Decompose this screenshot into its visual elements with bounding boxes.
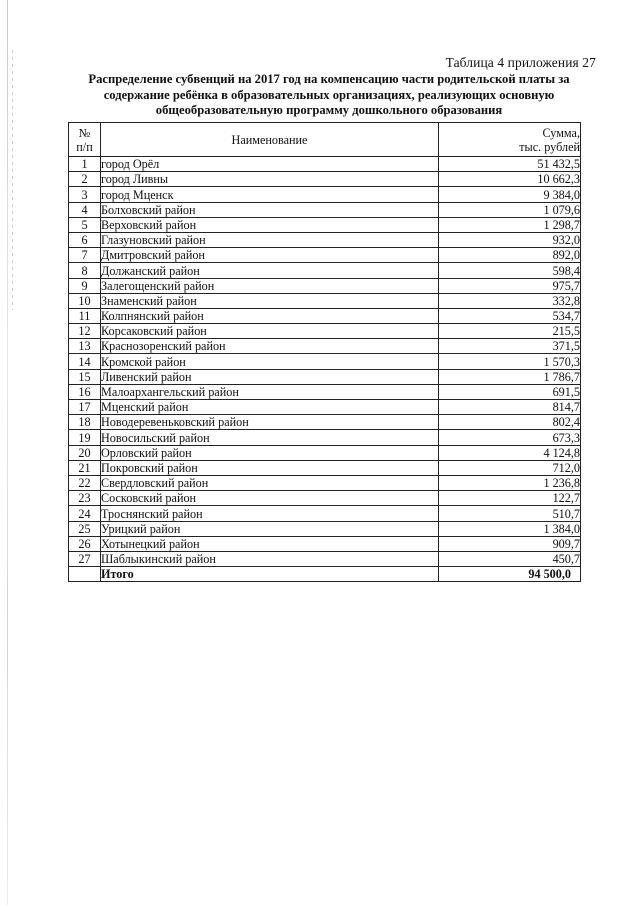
row-sum: 909,7 xyxy=(439,536,581,551)
row-number: 5 xyxy=(69,217,101,232)
table-row xyxy=(69,263,581,278)
table-row xyxy=(69,354,581,369)
row-sum: 4 124,8 xyxy=(439,445,581,460)
row-name: Мценский район xyxy=(101,400,439,415)
row-sum: 932,0 xyxy=(439,232,581,247)
row-sum: 51 432,5 xyxy=(439,157,581,172)
row-name: Свердловский район xyxy=(101,475,439,490)
row-sum: 1 079,6 xyxy=(439,202,581,217)
table-row xyxy=(69,536,581,551)
row-number: 16 xyxy=(69,384,101,399)
header-number-line-2: п/п xyxy=(76,139,93,154)
row-number: 20 xyxy=(69,445,101,460)
total-label: Итого xyxy=(101,567,439,582)
row-sum: 802,4 xyxy=(439,415,581,430)
row-number: 23 xyxy=(69,491,101,506)
row-number: 2 xyxy=(69,172,101,187)
document-title xyxy=(62,72,596,119)
row-sum: 450,7 xyxy=(439,551,581,566)
row-name: Глазуновский район xyxy=(101,232,439,247)
row-name: Малоархангельский район xyxy=(101,384,439,399)
row-name: Краснозоренский район xyxy=(101,339,439,354)
table-row xyxy=(69,232,581,247)
row-sum: 1 384,0 xyxy=(439,521,581,536)
row-sum: 510,7 xyxy=(439,506,581,521)
subsidy-table xyxy=(68,122,581,582)
row-name: Сосковский район xyxy=(101,491,439,506)
row-number: 15 xyxy=(69,369,101,384)
row-sum: 975,7 xyxy=(439,278,581,293)
row-sum: 1 570,3 xyxy=(439,354,581,369)
row-number: 17 xyxy=(69,400,101,415)
row-number: 3 xyxy=(69,187,101,202)
row-name: Корсаковский район xyxy=(101,324,439,339)
row-sum: 215,5 xyxy=(439,324,581,339)
row-number: 26 xyxy=(69,536,101,551)
row-number: 4 xyxy=(69,202,101,217)
header-name: Наименование xyxy=(101,123,439,157)
table-reference: Таблица 4 приложения 27 xyxy=(445,55,596,70)
table-row xyxy=(69,460,581,475)
row-number: 7 xyxy=(69,248,101,263)
row-sum: 892,0 xyxy=(439,248,581,263)
title-line-1: Распределение субвенций на 2017 год на компенсацию части родительской платы за xyxy=(88,72,570,86)
total-sum: 94 500,0 xyxy=(439,567,581,582)
row-sum: 371,5 xyxy=(439,339,581,354)
row-name: город Ливны xyxy=(101,172,439,187)
row-number: 8 xyxy=(69,263,101,278)
row-sum: 712,0 xyxy=(439,460,581,475)
row-number: 12 xyxy=(69,324,101,339)
row-number: 10 xyxy=(69,293,101,308)
row-name: Залегощенский район xyxy=(101,278,439,293)
table-row xyxy=(69,324,581,339)
scan-edge-line xyxy=(7,0,8,905)
row-sum: 598,4 xyxy=(439,263,581,278)
table-row xyxy=(69,400,581,415)
row-sum: 1 298,7 xyxy=(439,217,581,232)
row-name: Хотынецкий район xyxy=(101,536,439,551)
row-name: Орловский район xyxy=(101,445,439,460)
row-number: 27 xyxy=(69,551,101,566)
total-row xyxy=(69,567,581,582)
table-row xyxy=(69,202,581,217)
row-name: Новосильский район xyxy=(101,430,439,445)
row-number: 11 xyxy=(69,308,101,323)
table-row xyxy=(69,369,581,384)
row-name: Покровский район xyxy=(101,460,439,475)
row-sum: 691,5 xyxy=(439,384,581,399)
row-name: город Орёл xyxy=(101,157,439,172)
header-number-line-1: № xyxy=(78,125,91,140)
row-sum: 122,7 xyxy=(439,491,581,506)
table-row xyxy=(69,475,581,490)
title-line-3: общеобразовательную программу дошкольного образования xyxy=(155,103,503,118)
row-number: 24 xyxy=(69,506,101,521)
table-row xyxy=(69,521,581,536)
table-row xyxy=(69,217,581,232)
table-row xyxy=(69,415,581,430)
row-name: Шаблыкинский район xyxy=(101,551,439,566)
row-number: 1 xyxy=(69,157,101,172)
row-number: 25 xyxy=(69,521,101,536)
row-number: 6 xyxy=(69,232,101,247)
row-number: 13 xyxy=(69,339,101,354)
row-sum: 332,8 xyxy=(439,293,581,308)
header-row xyxy=(69,123,581,157)
table-row xyxy=(69,445,581,460)
row-number: 22 xyxy=(69,475,101,490)
row-name: Троснянский район xyxy=(101,506,439,521)
table-row xyxy=(69,187,581,202)
header-sum-line-1: Сумма, xyxy=(542,125,580,140)
row-name: Ливенский район xyxy=(101,369,439,384)
row-sum: 534,7 xyxy=(439,308,581,323)
table-row xyxy=(69,157,581,172)
table-row xyxy=(69,491,581,506)
row-sum: 814,7 xyxy=(439,400,581,415)
total-number xyxy=(69,567,101,582)
row-name: Болховский район xyxy=(101,202,439,217)
table-row xyxy=(69,248,581,263)
table-row xyxy=(69,278,581,293)
table-body xyxy=(69,157,581,582)
table-row xyxy=(69,384,581,399)
title-line-2: содержание ребёнка в образовательных организациях, реализующих основную xyxy=(103,87,555,102)
table-row xyxy=(69,172,581,187)
row-number: 21 xyxy=(69,460,101,475)
row-number: 18 xyxy=(69,415,101,430)
row-name: Кромской район xyxy=(101,354,439,369)
header-number xyxy=(69,123,101,157)
row-name: Колпнянский район xyxy=(101,308,439,323)
row-name: Верховский район xyxy=(101,217,439,232)
row-name: Должанский район xyxy=(101,263,439,278)
row-sum: 1 786,7 xyxy=(439,369,581,384)
row-name: город Мценск xyxy=(101,187,439,202)
table-header xyxy=(69,123,581,157)
row-sum: 10 662,3 xyxy=(439,172,581,187)
header-sum-line-2: тыс. рублей xyxy=(519,139,580,154)
row-name: Новодеревеньковский район xyxy=(101,415,439,430)
table-row xyxy=(69,293,581,308)
table-row xyxy=(69,308,581,323)
table-row xyxy=(69,430,581,445)
row-sum: 9 384,0 xyxy=(439,187,581,202)
row-name: Знаменский район xyxy=(101,293,439,308)
row-number: 14 xyxy=(69,354,101,369)
table-row xyxy=(69,551,581,566)
row-name: Дмитровский район xyxy=(101,248,439,263)
scan-edge-dots xyxy=(12,50,13,310)
row-number: 9 xyxy=(69,278,101,293)
row-sum: 1 236,8 xyxy=(439,475,581,490)
row-sum: 673,3 xyxy=(439,430,581,445)
header-sum xyxy=(439,123,581,157)
row-number: 19 xyxy=(69,430,101,445)
table-row xyxy=(69,339,581,354)
row-name: Урицкий район xyxy=(101,521,439,536)
table-row xyxy=(69,506,581,521)
